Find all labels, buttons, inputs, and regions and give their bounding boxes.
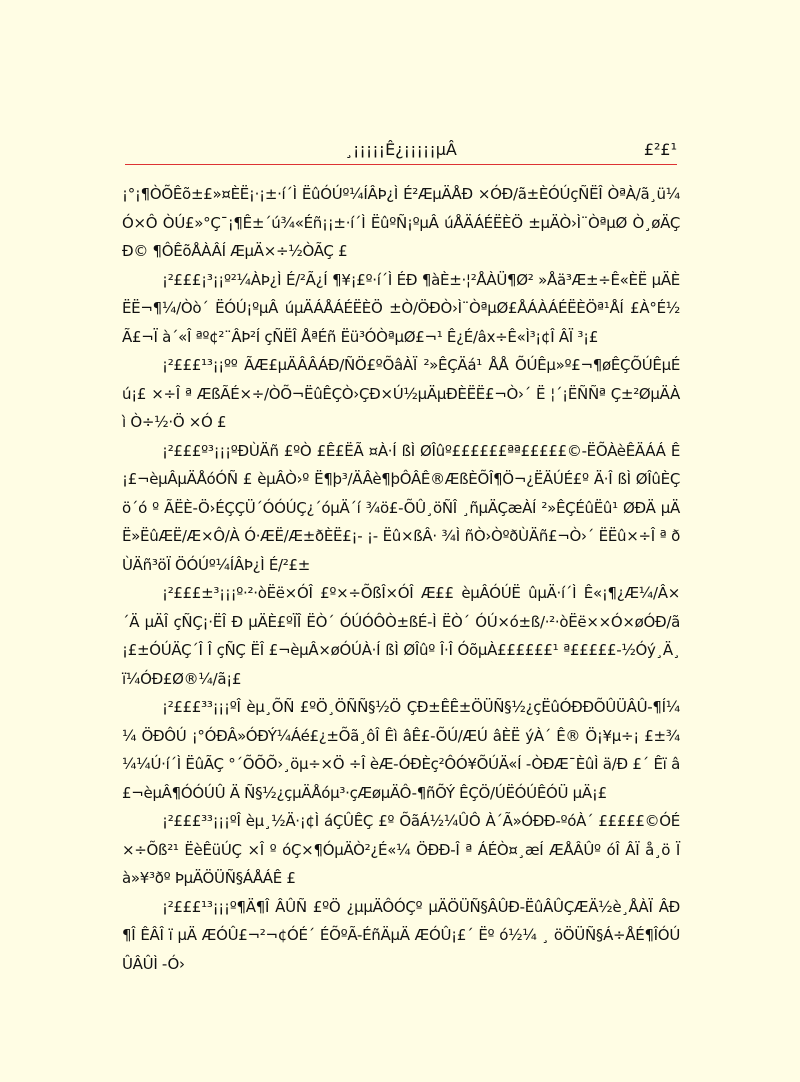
body-text — [122, 180, 680, 978]
paragraph: ¡²£££³³¡¡¡ºÎ èµ¸½Ä·¡¢Ì áÇÛÊÇ £º ÕãÁ½¼ÛÔ À´Ã»ÓÐÐ-ºóÀ´ £££££©ÓÉ×÷Õß²¹ ËèÊüÚÇ ×Î º óÇ×¶ÓµÄÒ²¿É«¼ ÖÐÐ-Î ª ÁÉÒ¤¸æÍ ÆÅÂÛº óÎ ÂÏ å¸ö Ï à»¥³ðº ÞµÄÖÜÑ§ÁÅÁÊ £ — [122, 812, 680, 887]
paragraph: ¡²£££¹³¡¡¡º¶Ä¶Î ÂÛÑ £ºÖ ¿µµÄÔÓÇº µÄÖÜÑ§ÂÛÐ-ËûÂÛÇÆÄ½è¸ÅÀÏ ÂÐ¶Î ÊÂÎ ï µÄ ÆÓÛ£¬²¬¢ÓÉ´ ÉÕºÃ-ÉñÄµÄ ÆÓÛ¡£´ Ëº ó½¼ ¸ öÖÜÑ§Á÷ÅÉ¶ÎÓÚÛÂÛÌ -Ó› — [122, 897, 680, 973]
paragraph: ¡²£££¹³¡¡ºº ÃÆ£µÄÂÂÁÐ/ÑÖ£ºÕâÀÏ ²»ÊÇÄá¹ ÅÅ ÕÚÊµ»º£¬¶øÊÇÕÚÊµÉú¡£ ×÷Î ª ÆßÃÉ×÷/ÒÕ¬ËûÊÇÒ›ÇÐ×Ú½µÄµÐÈËË£¬Ò›´ Ë ¦´¡ËÑÑª Ç±²ØµÄÀì Ò÷½·Ö ×Ó £ — [122, 356, 680, 431]
paragraph: ¡²£££±³¡¡¡º·²·òËë×ÓÎ £º×÷ÕßÎ×ÓÎ Æ££ èµÂÓÚË ûµÄ·í´Ì Ê«¡¶¿Æ¼/Â×´Ä µÄÎ çÑÇ¡·ËÎ Ð µÄÈ£ºÏÎ ËÒ´ ÓÚÓÔÒ±ßÉ-Ì ËÒ´ ÓÚ×ó±ß/·²·òËë××Ó×øÓÐ/ã¡£±ÓÚÄÇ´Î Î çÑÇ ËÎ £¬èµÂ×øÓÚÀ·Í ßÌ ØÎûº Î·Î ÓõµÀ££££££¹ ª£££££-½Óý¸Ä¸ ï¼ÓÐ£Ø®¼/ã¡£ — [122, 584, 680, 688]
running-header — [125, 140, 677, 162]
paragraph: ¡°¡¶ÒÕÊõ±£»¤ÈË¡·¡±·í´Ì ËûÓÚº¼ÍÂÞ¿Ì É²ÆµÄÅÐ ×ÓÐ/ã±ÈÓÚçÑËÎ ÒªÀ/ã¸ü¼Ó×Ô ÒÚ£»°Ç¯¡¶Ê±´ú¾«Éñ¡¡±·í´Ì ËûºÑ¡ºµÂ úÅÄÁÉËÈÖ ±µÄÒ›Ì¨ÒªµØ Ò¸øÄÇÐ© ¶ÔÊõÅÀÂÍ ÆµÄ×÷½ÒÃÇ £ — [122, 185, 680, 260]
header-title: ¸¡¡¡¡¡Ê¿¡¡¡¡¡µÂ — [345, 140, 457, 159]
header-rule — [125, 164, 677, 165]
paragraph: ¡²£££³³¡¡¡ºÎ èµ¸ÕÑ £ºÖ¸ÖÑÑ§½Ö ÇÐ±ÊÊ±ÖÜÑ§½¿çËûÓÐÐÕÛÜÂÛ-¶Í¼¼ ÖÐÔÚ ¡°ÓÐÂ»ÓÐÝ¼Áé£¿±Õã¸ôÎ Êì âÊ£-ÕÚ/ÆÚ âÈË ýÀ´ Ê® Ö¡¥µ÷¡ £±¾¼¼Ú·í´Ì ËûÃÇ °´ÕÕÕ›¸öµ÷×Ö ÷Î èÆ-ÓÐÈç²ÔÓ¥ÕÚÄ«Í -ÒÐÆ¯ÈûÌ ä/Ð £´ Êï â£¬èµÂ¶ÓÓÚÛ Ä Ñ§½¿çµÄÅóµ³·çÆøµÄÔ-¶ñÕÝ ÊÇÖ/ÚËÓÚÊÓÜ µÄ¡£ — [122, 698, 680, 802]
paragraph: ¡²£££º³¡¡¡ºÐÙÄñ £ºÒ £Ê£ËÃ ¤À·Í ßÌ ØÎûº££££££ªª£££££©-ËÕÀèÊÄÁÁ Ê¡£¬èµÂµÄÅóÓÑ £ èµÂÒ›º Ë¶þ³/ÄÂè¶þÔÂÊ®ÆßÈÕÎ¶Ö¬¿ËÄÚÉ£º Ä·Î ßÌ ØÎûÈÇ ö´ó º ÃËÈ-Ö›ÉÇÇÜ´ÓÓÚÇ¿´óµÄ´í ¾ö£-ÕÛ¸öÑÎ ¸ñµÄÇæÀÍ ²»ÊÇÉûËû¹ ØÐÄ µÄË»ËûÆË/Æ×Ô/À Ó·ÆË/Æ±ðÈË£¡- ¡- Ëû×ßÂ· ¾Ì ñÒ›ÒºðÙÄñ£¬Ò›´ ËËû×÷Î ª ðÙÄñ³öÏ ÖÓÚº¼ÍÂÞ¿Ì É/²£± — [122, 441, 680, 574]
page-number: £²£¹ — [643, 140, 677, 159]
paragraph: ¡²£££¡³¡¡º²¼ÀÞ¿Ì É/²Ã¿Í ¶¥¡£º·í´Ì ÉÐ ¶àÈ±·¦²ÅÀÜ¶Ø² »Åä³Æ±÷Ê«ÈË µÄÈËË¬¶¼/Òò´ ËÓÚ¡ºµÂ úµÄÁÅÁÉËÈÖ ±Ò/ÖÐÒ›Ì¨ÒªµØ£ÅÁÀÁÉËÈÖª¹ÅÍ £À°É½ Ã£¬Ï à´«Î ªº¢²¨ÂÞ²Í çÑËÎ ÅªÉñ Ëü³ÓÒªµØ£¬¹ Ê¿É/âx÷Ê«Ì³¡¢Î ÂÏ ³¡£ — [122, 270, 680, 346]
